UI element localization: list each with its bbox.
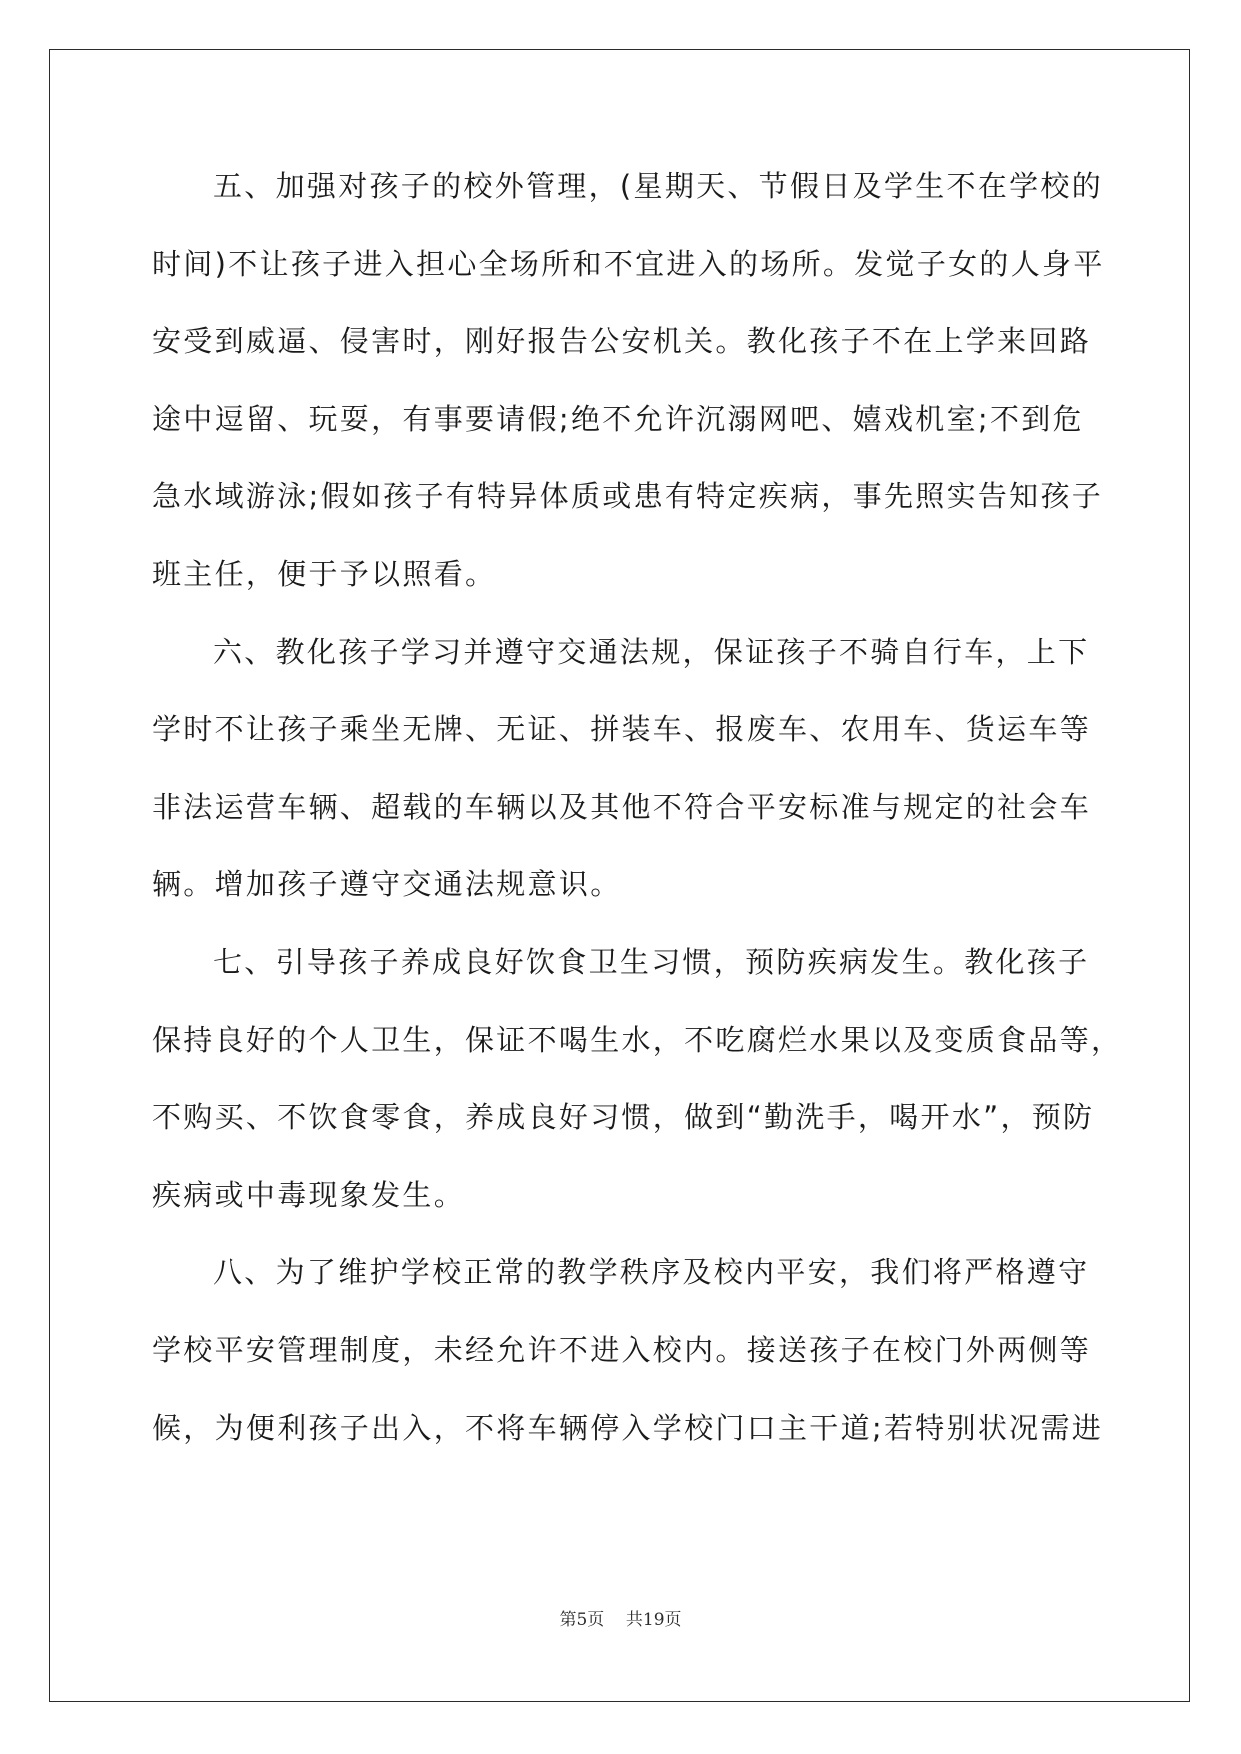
text-line: 学校平安管理制度，未经允许不进入校内。接送孩子在校门外两侧等 <box>152 1332 1092 1367</box>
text-line: 八、为了维护学校正常的教学秩序及校内平安，我们将严格遵守 <box>213 1255 1090 1290</box>
text-line: 七、引导孩子养成良好饮食卫生习惯，预防疾病发生。教化孩子 <box>213 944 1090 979</box>
text-line: 保持良好的个人卫生，保证不喝生水，不吃腐烂水果以及变质食品等， <box>152 1022 1123 1057</box>
text-line: 不购买、不饮食零食，养成良好习惯，做到“勤洗手，喝开水”，预防 <box>152 1100 1095 1135</box>
text-line: 辆。增加孩子遵守交通法规意识。 <box>152 867 622 902</box>
text-line: 途中逗留、玩耍，有事要请假;绝不允许沉溺网吧、嬉戏机室;不到危 <box>152 401 1084 436</box>
text-line: 安受到威逼、侵害时，刚好报告公安机关。教化孩子不在上学来回路 <box>152 324 1092 359</box>
text-line: 班主任，便于予以照看。 <box>152 556 497 591</box>
paragraph-5 <box>152 162 1105 628</box>
text-line: 时间)不让孩子进入担心全场所和不宜进入的场所。发觉子女的人身平 <box>152 246 1105 281</box>
document-body <box>152 162 1123 1481</box>
text-line: 五、加强对孩子的校外管理，(星期天、节假日及学生不在学校的 <box>213 169 1104 203</box>
text-line: 非法运营车辆、超载的车辆以及其他不符合平安标准与规定的社会车 <box>152 789 1092 824</box>
text-line: 急水域游泳;假如孩子有特异体质或患有特定疾病，事先照实告知孩子 <box>152 479 1104 514</box>
paragraph-7 <box>152 938 1123 1248</box>
paragraph-8 <box>152 1248 1104 1481</box>
paragraph-6 <box>152 628 1092 938</box>
text-line: 学时不让孩子乘坐无牌、无证、拼装车、报废车、农用车、货运车等 <box>152 712 1092 747</box>
page-number-footer: 第5页 共19页 <box>559 1610 682 1630</box>
text-line: 疾病或中毒现象发生。 <box>152 1177 466 1212</box>
text-line: 六、教化孩子学习并遵守交通法规，保证孩子不骑自行车，上下 <box>213 634 1090 669</box>
text-line: 候，为便利孩子出入，不将车辆停入学校门口主干道;若特别状况需进 <box>152 1410 1104 1445</box>
